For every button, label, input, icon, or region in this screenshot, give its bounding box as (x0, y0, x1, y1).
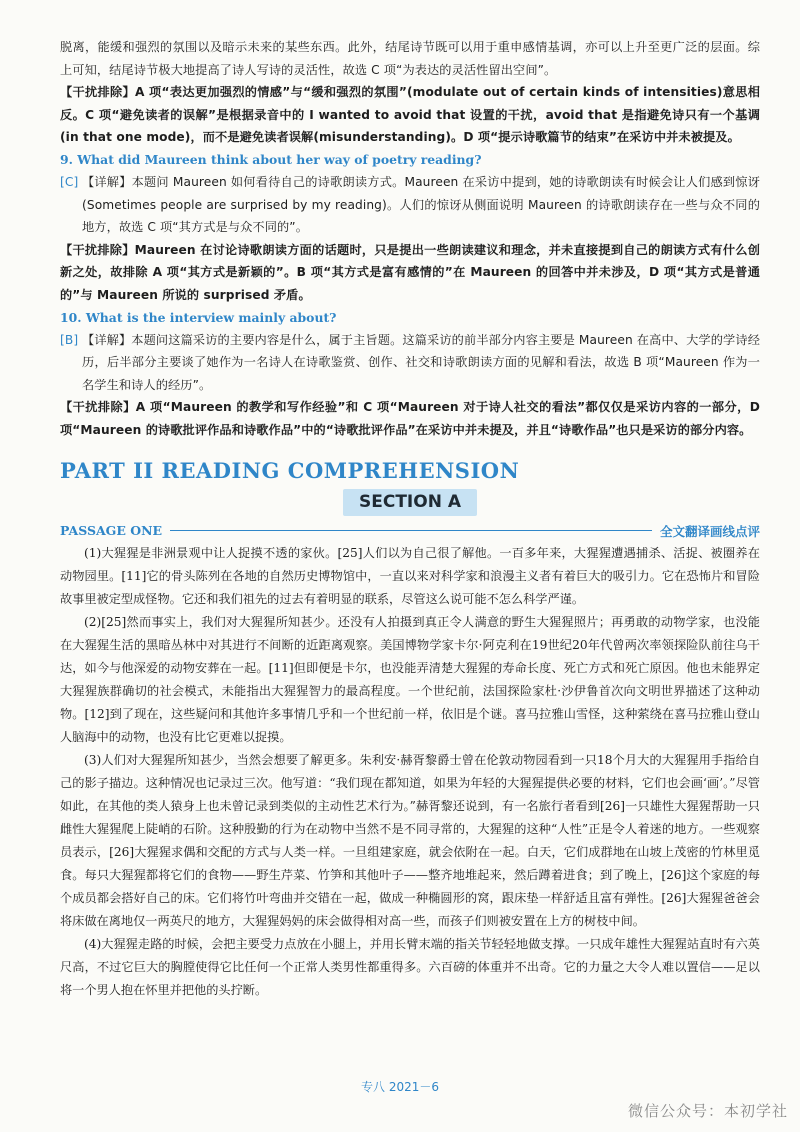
q9-exclusion: 【干扰排除】Maureen 在讨论诗歌朗读方面的话题时，只是提出一些朗读建议和理念，并未直接提到自己的朗读方式有什么创新之处，故排除 A 项“其方式是新颖的”。B 项“其方式是富有感情的”在 Maureen 的回答中并未涉及，D 项“其方式是普通的”与 Maureen 所说的 surprised 矛盾。 (60, 242, 760, 302)
page-footer: 专八 2021－6 (361, 1080, 439, 1094)
q9-detail: 【详解】本题问 Maureen 如何看待自己的诗歌朗读方式。Maureen 在采访中提到，她的诗歌朗读有时候会让人们感到惊讶(Sometimes people are surprised by my reading)。人们的惊讶从侧面说明 Maureen 的诗歌朗读存在一些与众不同的地方，故选 C 项“其方式是与众不同的”。 (82, 174, 760, 235)
question-9: 9. What did Maureen think about her way of poetry reading? (60, 151, 482, 167)
part-title: PART II READING COMPREHENSION (60, 457, 520, 483)
passage-divider (170, 530, 652, 531)
q10-answer-tag: [B] (60, 332, 79, 347)
translation-paragraph-4: (4)大猩猩走路的时候，会把主要受力点放在小腿上，并用长臂末端的指关节轻轻地做支撑。一只成年雄性大猩猩站直时有六英尺高，不过它巨大的胸膛使得它比任何一个正常人类男性都重得多。六百磅的体重并不出奇。它的力量之大令人难以置信——足以将一个男人抱在怀里并把他的头拧断。 (60, 936, 760, 997)
passage-label: PASSAGE ONE (60, 523, 163, 538)
translation-paragraph-1: (1)大猩猩是非洲景观中让人捉摸不透的家伙。[25]人们以为自己很了解他。一百多年来，大猩猩遭遇捕杀、活捉、被圈养在动物园里。[11]它的骨头陈列在各地的自然历史博物馆中，一直以来对科学家和浪漫主义者有着巨大的吸引力。它在恐怖片和冒险故事里被定型成怪物。它还和我们祖先的过去有着明显的联系，尽管这么说可能不怎么科学严谨。 (60, 545, 760, 606)
translation-paragraph-2: (2)[25]然而事实上，我们对大猩猩所知甚少。还没有人拍摄到真正令人满意的野生大猩猩照片；再勇敢的动物学家，也没能在大猩猩生活的黑暗丛林中对其进行不间断的近距离观察。美国博物学家卡尔·阿克利在19世纪20年代曾两次率领探险队前往乌干达，如今与他深爱的动物安葬在一起。[11]但即便是卡尔，也没能弄清楚大猩猩的寿命长度、死亡方式和死亡原因。他也未能界定大猩猩族群确切的社会模式，未能指出大猩猩智力的最高程度。一个世纪前，法国探险家杜·沙伊鲁首次向文明世界描述了这种动物。[12]到了现在，这些疑问和其他许多事情几乎和一个世纪前一样，依旧是个谜。喜马拉雅山雪怪，这种萦绕在喜马拉雅山登山人脑海中的动物，也没有比它更难以捉摸。 (60, 614, 760, 744)
q9-answer-tag: [C] (60, 174, 79, 189)
translation-paragraph-3: (3)人们对大猩猩所知甚少，当然会想要了解更多。朱利安·赫胥黎爵士曾在伦敦动物园看到一只18个月大的大猩猩用手指给自己的影子描边。这种情况也记录过三次。他写道：“我们现在都知道，如果为年轻的大猩猩提供必要的材料，它们也会画‘画’。”尽管如此，在其他的类人猿身上也未曾记录到类似的主动性艺术行为。”赫胥黎还说到，有一名旅行者看到[26]一只雄性大猩猩帮助一只雌性大猩猩爬上陡峭的石阶。这种殷勤的行为在动物中当然不是不同寻常的，大猩猩的这种“人性”正是令人着迷的地方。一些观察员表示，[26]大猩猩求偶和交配的方式与人类一样。一旦组建家庭，就会依附在一起。白天，它们成群地在山坡上茂密的竹林里觅食。每只大猩猩都将它们的食物——野生芹菜、竹笋和其他叶子——整齐地堆起来，然后蹲着进食；到了晚上，[26]这个家庭的每个成员都会搭好自己的床。它们将竹叶弯曲并交错在一起，做成一种椭圆形的窝，跟床垫一样舒适且富有弹性。[26]大猩猩爸爸会将床做在离地仅一两英尺的地方，大猩猩妈妈的床会做得相对高一些，而孩子们则被安置在上方的树枝中间。 (60, 752, 760, 928)
q10-detail-block (60, 329, 760, 397)
question-10: 10. What is the interview mainly about? (60, 309, 337, 325)
distractor-analysis: 【干扰排除】A 项“表达更加强烈的情感”与“缓和强烈的氛围”(modulate out of certain kinds of intensities)意思相反。C 项“避免读者的误解”是根据录音中的 I wanted to avoid that 设置的干扰，avoid that 是指避免诗只有一个基调(in that one mode)，而不是避免读者误解(misunderstanding)。D 项“提示诗歌篇节的结束”在采访中并未被提及。 (60, 85, 760, 145)
q10-detail: 【详解】本题问这篇采访的主要内容是什么，属于主旨题。这篇采访的前半部分内容主要是 Maureen 在高中、大学的学诗经历，后半部分主要谈了她作为一名诗人在诗歌鉴赏、创作、社交和诗歌朗读方面的见解和看法，故选 B 项“Maureen 作为一名学生和诗人的经历”。 (82, 332, 760, 392)
page-content (60, 0, 760, 1002)
q9-detail-block (60, 171, 760, 239)
q10-exclusion: 【干扰排除】A 项“Maureen 的教学和写作经验”和 C 项“Maureen 对于诗人社交的看法”都仅仅是采访内容的一部分，D 项“Maureen 的诗歌批评作品和诗歌作品”中的“诗歌批评作品”在采访中并未提及，并且“诗歌作品”也只是采访的部分内容。 (60, 400, 760, 437)
section-header (60, 489, 760, 516)
answer-paragraph: 脱离，能缓和强烈的氛围以及暗示未来的某些东西。此外，结尾诗节既可以用于重申感情基调，亦可以上升至更广泛的层面。综上可知，结尾诗节极大地提高了诗人写诗的灵活性，故选 C 项“为表达的灵活性留出空间”。 (60, 40, 760, 77)
passage-header (60, 520, 760, 542)
watermark: 微信公众号：本初学社 (627, 1102, 788, 1120)
passage-translation-label: 全文翻译画线点评 (659, 523, 760, 539)
section-title: SECTION A (343, 489, 477, 516)
